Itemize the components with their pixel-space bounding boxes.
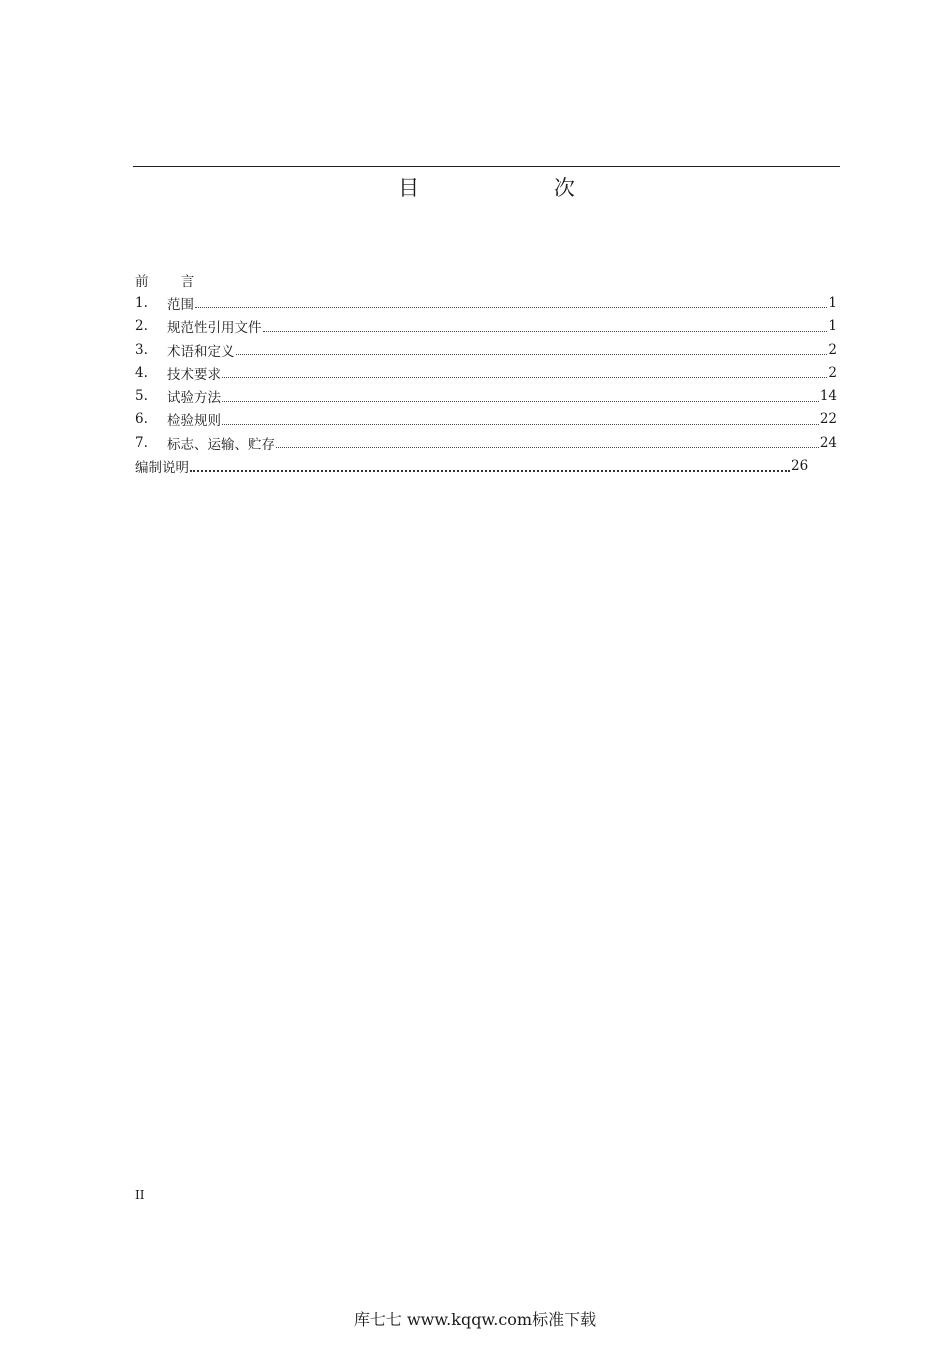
- toc-entry-page: 2: [828, 364, 837, 381]
- toc-entry-number: 7.: [135, 434, 148, 451]
- toc-entry-page: 14: [819, 388, 837, 405]
- toc-explanation[interactable]: [135, 454, 837, 477]
- toc-entry[interactable]: [135, 384, 837, 407]
- page-title: 目 次: [398, 176, 639, 200]
- toc-explanation-page: 26: [791, 458, 809, 475]
- toc-entry-number: 4.: [135, 364, 148, 381]
- toc-explanation-label: 编制说明: [135, 460, 189, 477]
- toc-entry-number: 3.: [135, 341, 148, 358]
- toc-entry[interactable]: [135, 291, 837, 314]
- toc-dot-leader: [222, 363, 827, 378]
- toc-entry[interactable]: [135, 315, 837, 338]
- toc-foreword-label: 前 言: [135, 273, 209, 290]
- toc-entry-page: 1: [828, 318, 837, 335]
- toc-entry[interactable]: [135, 431, 837, 454]
- toc-entry-number: 2.: [135, 318, 148, 335]
- footer-watermark: 库七七 www.kqqw.com标准下载: [353, 1310, 597, 1329]
- toc-entry-number: 1.: [135, 294, 148, 311]
- toc-entry-page: 24: [819, 434, 837, 451]
- toc-entry-label: 术语和定义: [167, 343, 235, 360]
- toc-dot-leader: [190, 456, 790, 472]
- toc-dot-leader: [276, 433, 819, 448]
- toc-entry-number: 5.: [135, 388, 148, 405]
- top-rule: [133, 166, 840, 167]
- toc-entry-label: 试验方法: [167, 390, 221, 407]
- toc-entry[interactable]: [135, 361, 837, 384]
- toc-dot-leader: [236, 340, 828, 355]
- toc-entry-label: 规范性引用文件: [167, 320, 262, 337]
- toc-entry-page: 2: [828, 341, 837, 358]
- toc-dot-leader: [263, 317, 828, 332]
- toc-entry[interactable]: [135, 408, 837, 431]
- toc-foreword[interactable]: [135, 268, 837, 291]
- toc-dot-leader: [195, 293, 827, 308]
- toc-entry-label: 范围: [167, 296, 194, 313]
- toc-dot-leader: [222, 410, 819, 425]
- toc-entry-label: 技术要求: [167, 366, 221, 383]
- toc-entry-page: 1: [828, 294, 837, 311]
- toc-dot-leader: [222, 387, 819, 402]
- page-number: II: [135, 1188, 145, 1202]
- toc-entry-page: 22: [819, 411, 837, 428]
- toc-entry-number: 6.: [135, 411, 148, 428]
- toc-entry[interactable]: [135, 338, 837, 361]
- toc-entry-label: 检验规则: [167, 413, 221, 430]
- table-of-contents: [135, 268, 837, 478]
- toc-entry-label: 标志、运输、贮存: [167, 436, 275, 453]
